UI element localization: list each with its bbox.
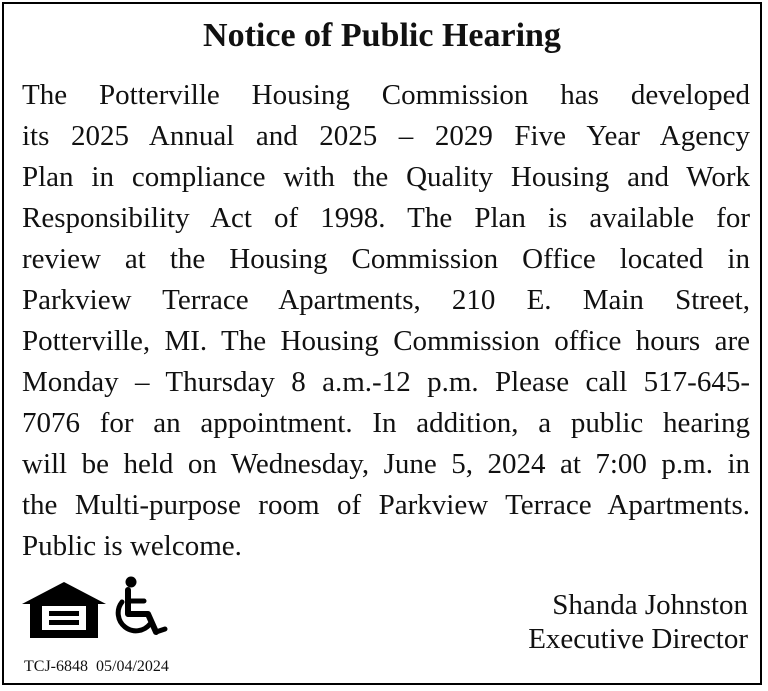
body-line: will be held on Wednesday, June 5, 2024 at 7:00 p.m. in [22, 448, 750, 480]
body-line: the Multi-purpose room of Parkview Terrace Apartments. [22, 489, 750, 521]
equal-housing-opportunity-icon [20, 580, 108, 640]
body-line: 7076 for an appointment. In addition, a public hearing [22, 407, 750, 439]
ad-reference-code: TCJ-6848 05/04/2024 [24, 658, 169, 675]
body-line: Responsibility Act of 1998. The Plan is available for [22, 202, 750, 234]
signatory-title: Executive Director [528, 623, 748, 655]
body-line: The Potterville Housing Commission has developed [22, 79, 750, 111]
body-line: Monday – Thursday 8 a.m.-12 p.m. Please call 517-645- [22, 366, 750, 398]
notice-frame [2, 2, 762, 685]
body-line: Public is welcome. [22, 530, 242, 562]
notice-title: Notice of Public Hearing [203, 17, 561, 54]
body-line: Parkview Terrace Apartments, 210 E. Main Street, [22, 284, 750, 316]
body-line: review at the Housing Commission Office located in [22, 243, 750, 275]
wheelchair-accessible-icon [114, 576, 170, 638]
signatory-name: Shanda Johnston [552, 589, 748, 621]
body-line: Plan in compliance with the Quality Housing and Work [22, 161, 750, 193]
body-line: Potterville, MI. The Housing Commission office hours are [22, 325, 750, 357]
body-line: its 2025 Annual and 2025 – 2029 Five Year Agency [22, 120, 750, 152]
